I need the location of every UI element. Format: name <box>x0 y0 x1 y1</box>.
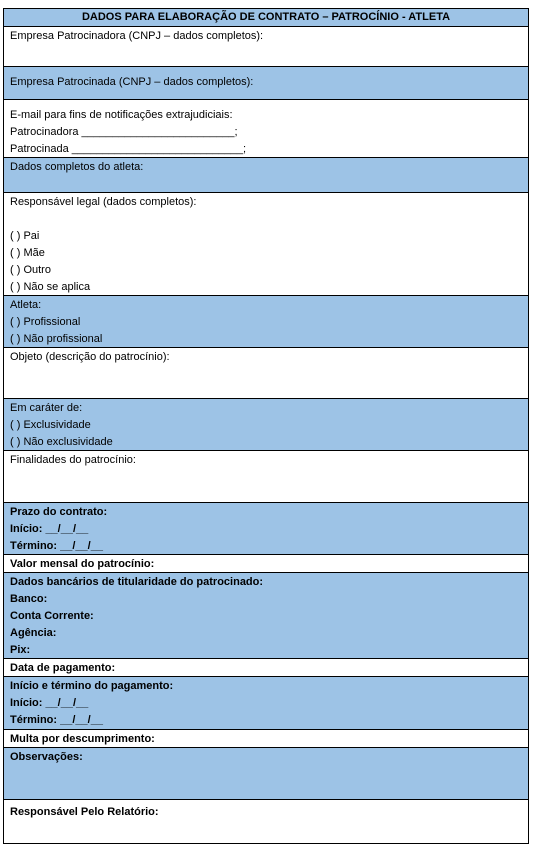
multa-label: Multa por descumprimento: <box>10 733 155 745</box>
responsavel-relatorio-label: Responsável Pelo Relatório: <box>10 806 159 818</box>
pix-label[interactable]: Pix: <box>10 644 31 656</box>
carater-label: Em caráter de: <box>10 402 83 414</box>
email-label: E-mail para fins de notificações extrajudiciais: <box>10 109 233 121</box>
multa-field[interactable] <box>4 729 528 747</box>
pagamento-label: Início e término do pagamento: <box>10 680 174 692</box>
prazo-termino[interactable]: Término: __/__/__ <box>10 540 103 552</box>
form-title <box>4 9 528 26</box>
valor-mensal-label: Valor mensal do patrocínio: <box>10 558 155 570</box>
option-profissional[interactable]: ( ) Profissional <box>10 316 81 328</box>
observacoes-label: Observações: <box>10 751 83 763</box>
valor-mensal-field[interactable] <box>4 554 528 572</box>
responsavel-legal-field[interactable] <box>4 192 528 295</box>
option-pai[interactable]: ( ) Pai <box>10 230 40 242</box>
conta-corrente-label[interactable]: Conta Corrente: <box>10 610 94 622</box>
form-title-text: DADOS PARA ELABORAÇÃO DE CONTRATO – PATROCÍNIO - ATLETA <box>81 11 451 23</box>
finalidades-field[interactable] <box>4 450 528 502</box>
pagamento-inicio[interactable]: Início: __/__/__ <box>10 697 89 709</box>
inicio-termino-pagamento-field[interactable] <box>4 676 528 729</box>
objeto-label: Objeto (descrição do patrocínio): <box>10 351 170 363</box>
dados-atleta-label: Dados completos do atleta: <box>10 161 144 173</box>
agencia-label[interactable]: Agência: <box>10 627 57 639</box>
dados-bancarios-label: Dados bancários de titularidade do patrocinado: <box>10 576 264 588</box>
objeto-field[interactable] <box>4 347 528 398</box>
pagamento-termino[interactable]: Término: __/__/__ <box>10 714 103 726</box>
option-nao-profissional[interactable]: ( ) Não profissional <box>10 333 103 345</box>
empresa-patrocinadora-label: Empresa Patrocinadora (CNPJ – dados completos): <box>10 30 264 42</box>
prazo-label: Prazo do contrato: <box>10 506 108 518</box>
contract-form <box>3 8 529 844</box>
atleta-label: Atleta: <box>10 299 42 311</box>
email-patrocinadora-line: Patrocinadora _________________________; <box>10 126 238 138</box>
option-nao-se-aplica[interactable]: ( ) Não se aplica <box>10 281 91 293</box>
prazo-contrato-field[interactable] <box>4 502 528 554</box>
data-pagamento-field[interactable] <box>4 658 528 676</box>
option-exclusividade[interactable]: ( ) Exclusividade <box>10 419 91 431</box>
dados-bancarios-field[interactable] <box>4 572 528 658</box>
option-mae[interactable]: ( ) Mãe <box>10 247 45 259</box>
banco-label[interactable]: Banco: <box>10 593 48 605</box>
data-pagamento-label: Data de pagamento: <box>10 662 116 674</box>
responsavel-relatorio-field[interactable] <box>4 799 528 843</box>
email-patrocinada-line: Patrocinada ____________________________; <box>10 143 247 155</box>
empresa-patrocinada-field[interactable] <box>4 66 528 99</box>
spacer <box>10 211 522 228</box>
atleta-field[interactable] <box>4 295 528 347</box>
empresa-patrocinadora-field[interactable] <box>4 26 528 66</box>
dados-atleta-field[interactable] <box>4 157 528 192</box>
email-notificacoes-field[interactable] <box>4 99 528 157</box>
empresa-patrocinada-label: Empresa Patrocinada (CNPJ – dados completos): <box>10 76 254 88</box>
finalidades-label: Finalidades do patrocínio: <box>10 454 136 466</box>
responsavel-legal-label: Responsável legal (dados completos): <box>10 196 197 208</box>
option-nao-exclusividade[interactable]: ( ) Não exclusividade <box>10 436 113 448</box>
carater-field[interactable] <box>4 398 528 450</box>
option-outro[interactable]: ( ) Outro <box>10 264 51 276</box>
observacoes-field[interactable] <box>4 747 528 799</box>
prazo-inicio[interactable]: Início: __/__/__ <box>10 523 89 535</box>
